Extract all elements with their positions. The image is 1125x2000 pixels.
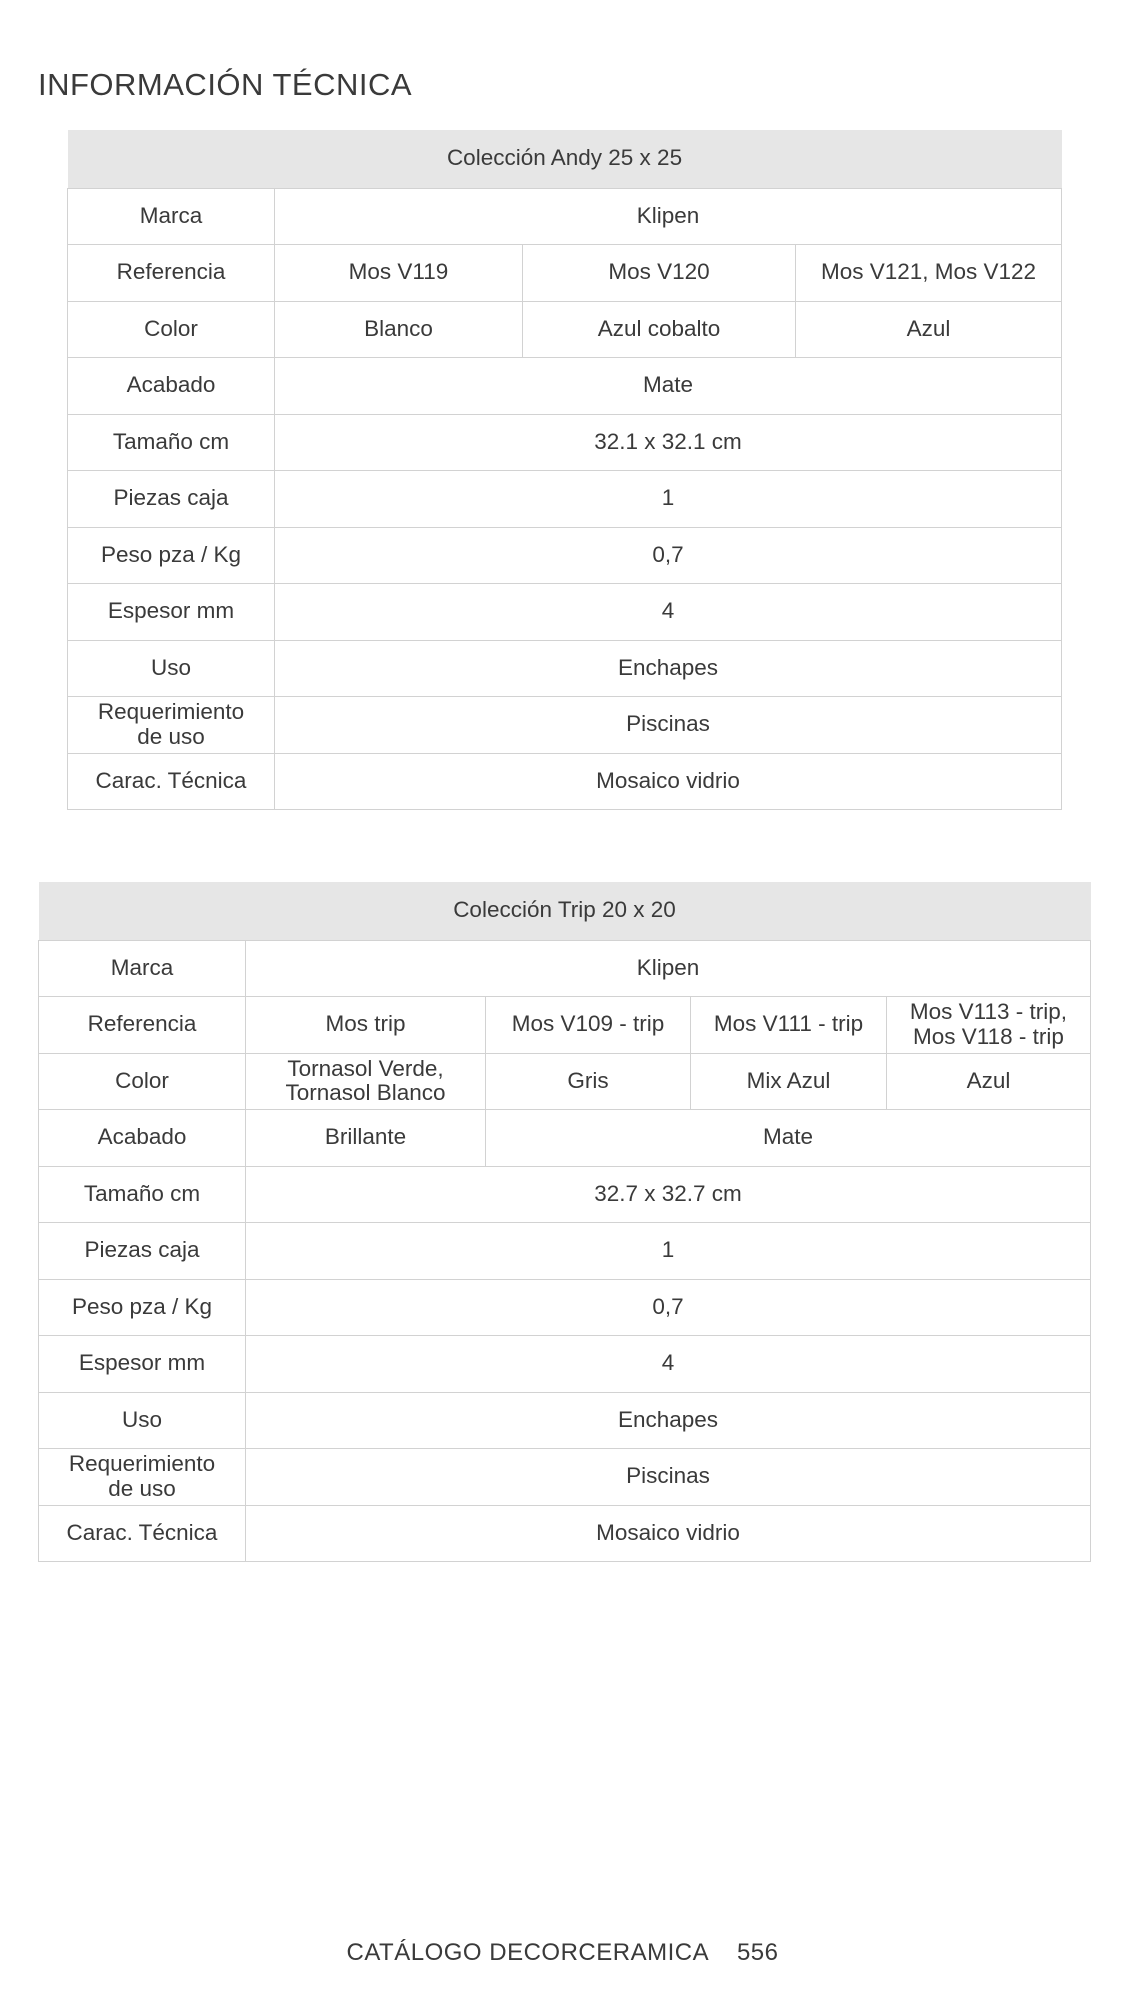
table-caption-row	[68, 130, 1062, 188]
table-row	[39, 1223, 1091, 1280]
cell-referencia: Mos V111 - trip	[691, 997, 887, 1054]
table-row	[68, 527, 1062, 584]
row-label-uso: Uso	[39, 1392, 246, 1449]
row-label-line: de uso	[137, 723, 205, 749]
cell-carac: Mosaico vidrio	[246, 1505, 1091, 1562]
trip-spec-table	[38, 882, 1091, 1562]
row-label-acabado: Acabado	[68, 358, 275, 415]
cell-referencia: Mos V121, Mos V122	[796, 245, 1062, 302]
row-label-tamano: Tamaño cm	[39, 1166, 246, 1223]
cell-color: Gris	[486, 1053, 691, 1110]
cell-referencia: Mos V119	[275, 245, 523, 302]
cell-uso: Enchapes	[275, 640, 1062, 697]
footer-catalog-name: CATÁLOGO DECORCERAMICA	[346, 1939, 708, 1966]
row-label-line: Requerimiento	[97, 699, 245, 724]
cell-marca: Klipen	[275, 188, 1062, 245]
row-label-espesor: Espesor mm	[68, 584, 275, 641]
trip-table-caption: Colección Trip 20 x 20	[39, 882, 1091, 940]
row-label-carac: Carac. Técnica	[68, 753, 275, 810]
row-label-carac: Carac. Técnica	[39, 1505, 246, 1562]
cell-acabado: Brillante	[246, 1110, 486, 1167]
cell-line: Mos V113 - trip,	[909, 999, 1068, 1024]
cell-uso: Enchapes	[246, 1392, 1091, 1449]
page-title: INFORMACIÓN TÉCNICA	[38, 67, 413, 102]
table-row	[39, 1279, 1091, 1336]
cell-color: Azul	[796, 301, 1062, 358]
cell-color: Azul	[887, 1053, 1091, 1110]
cell-referencia: Mos V120	[523, 245, 796, 302]
table-row	[39, 940, 1091, 997]
andy-table-caption: Colección Andy 25 x 25	[68, 130, 1062, 188]
cell-tamano: 32.1 x 32.1 cm	[275, 414, 1062, 471]
cell-tamano: 32.7 x 32.7 cm	[246, 1166, 1091, 1223]
row-label-espesor: Espesor mm	[39, 1336, 246, 1393]
table-row	[39, 1053, 1091, 1110]
page-number: 556	[736, 1939, 779, 1966]
row-label-tamano: Tamaño cm	[68, 414, 275, 471]
row-label-acabado: Acabado	[39, 1110, 246, 1167]
table-row	[39, 1110, 1091, 1167]
table-row	[39, 1166, 1091, 1223]
table-row	[39, 997, 1091, 1054]
row-label-color: Color	[39, 1053, 246, 1110]
row-label-requerimiento	[68, 697, 275, 754]
row-label-line: Requerimiento	[68, 1451, 216, 1476]
cell-espesor: 4	[275, 584, 1062, 641]
row-label-peso: Peso pza / Kg	[68, 527, 275, 584]
row-label-uso: Uso	[68, 640, 275, 697]
cell-referencia: Mos trip	[246, 997, 486, 1054]
table-row	[68, 697, 1062, 754]
row-label-marca: Marca	[68, 188, 275, 245]
row-label-referencia: Referencia	[68, 245, 275, 302]
cell-acabado: Mate	[486, 1110, 1091, 1167]
table-row	[39, 1505, 1091, 1562]
table-caption-row	[39, 882, 1091, 940]
table-row	[39, 1392, 1091, 1449]
cell-espesor: 4	[246, 1336, 1091, 1393]
row-label-piezas: Piezas caja	[68, 471, 275, 528]
cell-referencia: Mos V109 - trip	[486, 997, 691, 1054]
cell-color: Blanco	[275, 301, 523, 358]
cell-marca: Klipen	[246, 940, 1091, 997]
cell-color: Azul cobalto	[523, 301, 796, 358]
table-row	[68, 414, 1062, 471]
cell-line: Mos V118 - trip	[913, 1023, 1064, 1049]
cell-peso: 0,7	[275, 527, 1062, 584]
row-label-color: Color	[68, 301, 275, 358]
cell-requerimiento: Piscinas	[246, 1449, 1091, 1506]
andy-spec-table	[67, 130, 1062, 810]
cell-piezas: 1	[275, 471, 1062, 528]
row-label-piezas: Piezas caja	[39, 1223, 246, 1280]
row-label-line: de uso	[108, 1475, 176, 1501]
table-row	[68, 753, 1062, 810]
cell-color	[246, 1053, 486, 1110]
cell-peso: 0,7	[246, 1279, 1091, 1336]
table-row	[68, 471, 1062, 528]
row-label-marca: Marca	[39, 940, 246, 997]
page-footer	[0, 1939, 1125, 1967]
table-row	[68, 358, 1062, 415]
cell-acabado: Mate	[275, 358, 1062, 415]
table-row	[68, 188, 1062, 245]
table-row	[68, 245, 1062, 302]
cell-requerimiento: Piscinas	[275, 697, 1062, 754]
row-label-referencia: Referencia	[39, 997, 246, 1054]
cell-line: Tornasol Verde,	[287, 1055, 444, 1081]
row-label-peso: Peso pza / Kg	[39, 1279, 246, 1336]
cell-carac: Mosaico vidrio	[275, 753, 1062, 810]
table-row	[39, 1336, 1091, 1393]
row-label-requerimiento	[39, 1449, 246, 1506]
table-row	[39, 1449, 1091, 1506]
cell-color: Mix Azul	[691, 1053, 887, 1110]
table-row	[68, 301, 1062, 358]
table-row	[68, 640, 1062, 697]
table-row	[68, 584, 1062, 641]
cell-referencia	[887, 997, 1091, 1054]
cell-line: Tornasol Blanco	[285, 1080, 446, 1106]
cell-piezas: 1	[246, 1223, 1091, 1280]
